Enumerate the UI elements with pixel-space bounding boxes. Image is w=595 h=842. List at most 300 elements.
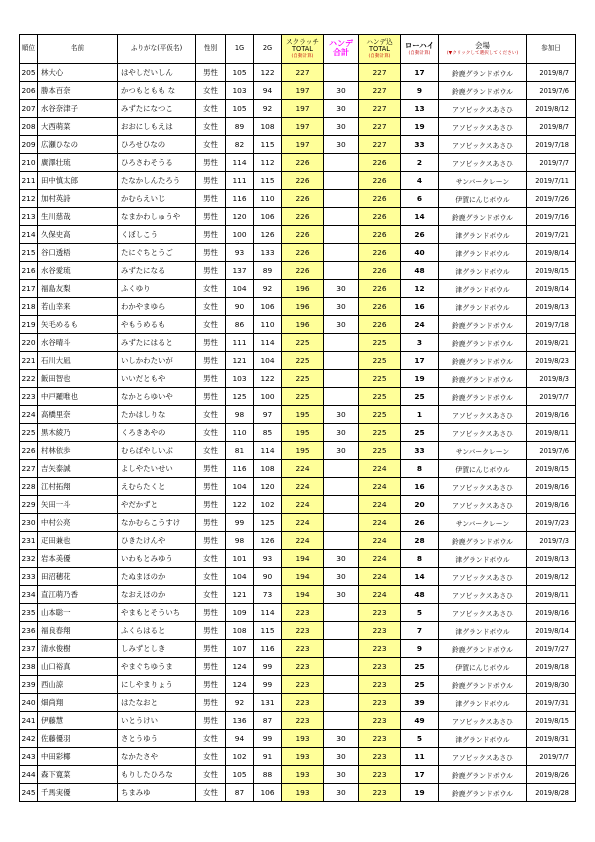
lowhigh-cell: 16 <box>401 478 439 496</box>
game1-score-cell: 116 <box>226 190 254 208</box>
handicap-total-cell: 223 <box>359 604 401 622</box>
rank-cell: 238 <box>20 658 38 676</box>
scratch-total-cell: 223 <box>282 604 324 622</box>
furigana-cell: わかやまゆら <box>118 298 196 316</box>
gender-cell: 男性 <box>196 388 226 406</box>
gender-cell: 女性 <box>196 82 226 100</box>
scratch-total-cell: 227 <box>282 64 324 82</box>
table-row <box>20 100 576 118</box>
date-cell: 2019/7/7 <box>527 154 576 172</box>
lowhigh-cell: 48 <box>401 586 439 604</box>
name-cell: 福良春翔 <box>38 622 118 640</box>
rank-cell: 227 <box>20 460 38 478</box>
venue-select-cell[interactable]: アソビックスあさひ <box>439 748 527 766</box>
name-cell: 大西萌菜 <box>38 118 118 136</box>
venue-select-cell[interactable]: アソビックスあさひ <box>439 586 527 604</box>
lowhigh-cell: 48 <box>401 262 439 280</box>
gender-cell: 男性 <box>196 622 226 640</box>
handicap-total-cell: 225 <box>359 442 401 460</box>
date-cell: 2019/8/16 <box>527 478 576 496</box>
rank-cell: 226 <box>20 442 38 460</box>
header-lowhigh <box>401 35 439 64</box>
handicap-cell: 30 <box>324 406 359 424</box>
rank-cell: 218 <box>20 298 38 316</box>
scratch-total-cell: 197 <box>282 100 324 118</box>
game2-score-cell: 126 <box>254 532 282 550</box>
handicap-total-cell: 226 <box>359 190 401 208</box>
handicap-total-cell: 223 <box>359 712 401 730</box>
table-row <box>20 766 576 784</box>
handicap-total-cell: 223 <box>359 694 401 712</box>
rank-cell: 236 <box>20 622 38 640</box>
scratch-total-cell: 224 <box>282 532 324 550</box>
rank-cell: 217 <box>20 280 38 298</box>
rank-cell: 209 <box>20 136 38 154</box>
game2-score-cell: 131 <box>254 694 282 712</box>
handicap-total-cell: 226 <box>359 244 401 262</box>
furigana-cell: くぼしこう <box>118 226 196 244</box>
name-cell: 久保史高 <box>38 226 118 244</box>
lowhigh-cell: 26 <box>401 514 439 532</box>
game1-score-cell: 111 <box>226 334 254 352</box>
name-cell: 江村拓翔 <box>38 478 118 496</box>
gender-cell: 男性 <box>196 226 226 244</box>
game1-score-cell: 136 <box>226 712 254 730</box>
header-game1: 1G <box>226 35 254 64</box>
date-cell: 2019/7/18 <box>527 136 576 154</box>
game2-score-cell: 114 <box>254 604 282 622</box>
venue-select-cell[interactable]: 鈴鹿グランドボウル <box>439 64 527 82</box>
venue-select-cell[interactable]: アソビックスあさひ <box>439 118 527 136</box>
venue-select-cell[interactable]: 伊賀にんじボウル <box>439 190 527 208</box>
scratch-total-cell: 193 <box>282 730 324 748</box>
furigana-cell: くろきあやの <box>118 424 196 442</box>
date-cell: 2019/8/30 <box>527 676 576 694</box>
handicap-total-cell: 226 <box>359 208 401 226</box>
gender-cell: 男性 <box>196 244 226 262</box>
results-sheet <box>19 34 575 802</box>
handicap-cell <box>324 352 359 370</box>
handicap-cell <box>324 712 359 730</box>
handicap-cell: 30 <box>324 568 359 586</box>
date-cell: 2019/8/3 <box>527 370 576 388</box>
handicap-cell <box>324 388 359 406</box>
name-cell: 水谷愛琉 <box>38 262 118 280</box>
handicap-total-cell: 223 <box>359 622 401 640</box>
game1-score-cell: 110 <box>226 424 254 442</box>
table-row <box>20 460 576 478</box>
table-row <box>20 334 576 352</box>
header-scratch-note: (自動計算) <box>291 53 314 59</box>
gender-cell: 男性 <box>196 172 226 190</box>
venue-select-cell[interactable]: 鈴鹿グランドボウル <box>439 352 527 370</box>
venue-select-cell[interactable]: アソビックスあさひ <box>439 568 527 586</box>
handicap-cell <box>324 190 359 208</box>
header-lowhigh-title: ローハイ <box>404 41 435 51</box>
name-cell: 直江萌乃香 <box>38 586 118 604</box>
venue-select-cell[interactable]: サンバークレーン <box>439 442 527 460</box>
game1-score-cell: 93 <box>226 244 254 262</box>
venue-select-cell[interactable]: 鈴鹿グランドボウル <box>439 82 527 100</box>
table-row <box>20 604 576 622</box>
lowhigh-cell: 1 <box>401 406 439 424</box>
furigana-cell: もりしたひろな <box>118 766 196 784</box>
header-furigana: ふりがな(平仮名) <box>118 35 196 64</box>
table-row <box>20 748 576 766</box>
game2-score-cell: 106 <box>254 298 282 316</box>
game1-score-cell: 100 <box>226 226 254 244</box>
handicap-total-cell: 224 <box>359 586 401 604</box>
rank-cell: 206 <box>20 82 38 100</box>
furigana-cell: はたなおと <box>118 694 196 712</box>
venue-select-cell[interactable]: アソビックスあさひ <box>439 424 527 442</box>
furigana-cell: しみずとしき <box>118 640 196 658</box>
venue-select-cell[interactable]: 鈴鹿グランドボウル <box>439 208 527 226</box>
rank-cell: 230 <box>20 514 38 532</box>
header-venue-title: 会場 <box>475 41 490 51</box>
venue-select-cell[interactable]: サンバークレーン <box>439 172 527 190</box>
date-cell: 2019/8/26 <box>527 766 576 784</box>
handicap-total-cell: 225 <box>359 388 401 406</box>
table-row <box>20 262 576 280</box>
gender-cell: 男性 <box>196 532 226 550</box>
date-cell: 2019/8/11 <box>527 424 576 442</box>
name-cell: 高橋里奈 <box>38 406 118 424</box>
gender-cell: 男性 <box>196 640 226 658</box>
lowhigh-cell: 19 <box>401 118 439 136</box>
venue-select-cell[interactable]: 鈴鹿グランドボウル <box>439 388 527 406</box>
rank-cell: 229 <box>20 496 38 514</box>
furigana-cell: にしやまりょう <box>118 676 196 694</box>
venue-select-cell[interactable]: 鈴鹿グランドボウル <box>439 640 527 658</box>
date-cell: 2019/8/15 <box>527 262 576 280</box>
game1-score-cell: 94 <box>226 730 254 748</box>
lowhigh-cell: 12 <box>401 280 439 298</box>
lowhigh-cell: 8 <box>401 550 439 568</box>
date-cell: 2019/8/14 <box>527 622 576 640</box>
furigana-cell: かむらえいじ <box>118 190 196 208</box>
furigana-cell: むらばやしいぶ <box>118 442 196 460</box>
date-cell: 2019/8/15 <box>527 460 576 478</box>
table-row <box>20 370 576 388</box>
scratch-total-cell: 225 <box>282 388 324 406</box>
game2-score-cell: 91 <box>254 748 282 766</box>
lowhigh-cell: 49 <box>401 712 439 730</box>
gender-cell: 男性 <box>196 370 226 388</box>
rank-cell: 208 <box>20 118 38 136</box>
lowhigh-cell: 14 <box>401 208 439 226</box>
handicap-total-cell: 223 <box>359 640 401 658</box>
scratch-total-cell: 223 <box>282 676 324 694</box>
date-cell: 2019/7/11 <box>527 172 576 190</box>
venue-select-cell[interactable]: アソビックスあさひ <box>439 136 527 154</box>
rank-cell: 207 <box>20 100 38 118</box>
venue-select-cell[interactable]: 津グランドボウル <box>439 226 527 244</box>
name-cell: 水谷奈津子 <box>38 100 118 118</box>
game1-score-cell: 124 <box>226 676 254 694</box>
game1-score-cell: 105 <box>226 766 254 784</box>
rank-cell: 219 <box>20 316 38 334</box>
lowhigh-cell: 25 <box>401 424 439 442</box>
header-handicap-line2: 合計 <box>333 48 349 57</box>
date-cell: 2019/8/23 <box>527 352 576 370</box>
handicap-cell <box>324 496 359 514</box>
gender-cell: 男性 <box>196 514 226 532</box>
game2-score-cell: 99 <box>254 676 282 694</box>
venue-select-cell[interactable]: 伊賀にんじボウル <box>439 658 527 676</box>
header-date: 参加日 <box>527 35 576 64</box>
game2-score-cell: 104 <box>254 352 282 370</box>
gender-cell: 女性 <box>196 784 226 802</box>
lowhigh-cell: 33 <box>401 442 439 460</box>
game1-score-cell: 99 <box>226 514 254 532</box>
game2-score-cell: 115 <box>254 172 282 190</box>
handicap-total-cell: 224 <box>359 478 401 496</box>
handicap-total-cell: 224 <box>359 460 401 478</box>
handicap-total-cell: 224 <box>359 568 401 586</box>
gender-cell: 女性 <box>196 100 226 118</box>
handicap-cell <box>324 64 359 82</box>
table-row <box>20 226 576 244</box>
venue-select-cell[interactable]: アソビックスあさひ <box>439 496 527 514</box>
date-cell: 2019/7/31 <box>527 694 576 712</box>
handicap-total-cell: 225 <box>359 424 401 442</box>
lowhigh-cell: 33 <box>401 136 439 154</box>
name-cell: 田沼穂花 <box>38 568 118 586</box>
venue-select-cell[interactable]: アソビックスあさひ <box>439 100 527 118</box>
gender-cell: 男性 <box>196 604 226 622</box>
game1-score-cell: 102 <box>226 748 254 766</box>
gender-cell: 男性 <box>196 334 226 352</box>
handicap-cell <box>324 226 359 244</box>
scratch-total-cell: 226 <box>282 172 324 190</box>
date-cell: 2019/7/27 <box>527 640 576 658</box>
date-cell: 2019/8/14 <box>527 244 576 262</box>
rank-cell: 243 <box>20 748 38 766</box>
game1-score-cell: 92 <box>226 694 254 712</box>
name-cell: 森下寛菜 <box>38 766 118 784</box>
handicap-cell <box>324 676 359 694</box>
game2-score-cell: 110 <box>254 316 282 334</box>
scratch-total-cell: 224 <box>282 478 324 496</box>
rank-cell: 242 <box>20 730 38 748</box>
scratch-total-cell: 196 <box>282 316 324 334</box>
table-row <box>20 298 576 316</box>
scratch-total-cell: 197 <box>282 82 324 100</box>
venue-select-cell[interactable]: アソビックスあさひ <box>439 478 527 496</box>
lowhigh-cell: 5 <box>401 604 439 622</box>
venue-select-cell[interactable]: 津グランドボウル <box>439 550 527 568</box>
furigana-cell: なおえほのか <box>118 586 196 604</box>
table-row <box>20 280 576 298</box>
gender-cell: 男性 <box>196 658 226 676</box>
handicap-cell: 30 <box>324 550 359 568</box>
scratch-total-cell: 226 <box>282 190 324 208</box>
name-cell: 吉矢泰誠 <box>38 460 118 478</box>
rank-cell: 233 <box>20 568 38 586</box>
table-row <box>20 64 576 82</box>
lowhigh-cell: 3 <box>401 334 439 352</box>
furigana-cell: なまかわしゅうや <box>118 208 196 226</box>
game2-score-cell: 133 <box>254 244 282 262</box>
venue-select-cell[interactable]: 鈴鹿グランドボウル <box>439 334 527 352</box>
lowhigh-cell: 17 <box>401 64 439 82</box>
name-cell: 黒木綾乃 <box>38 424 118 442</box>
name-cell: 佐藤優羽 <box>38 730 118 748</box>
rank-cell: 245 <box>20 784 38 802</box>
game1-score-cell: 121 <box>226 586 254 604</box>
game1-score-cell: 98 <box>226 532 254 550</box>
game1-score-cell: 105 <box>226 64 254 82</box>
furigana-cell: たぬまほのか <box>118 568 196 586</box>
results-table <box>19 34 576 802</box>
venue-select-cell[interactable]: 鈴鹿グランドボウル <box>439 532 527 550</box>
venue-select-cell[interactable]: 津グランドボウル <box>439 244 527 262</box>
venue-select-cell[interactable]: 鈴鹿グランドボウル <box>439 784 527 802</box>
venue-select-cell[interactable]: 津グランドボウル <box>439 298 527 316</box>
venue-select-cell[interactable]: 鈴鹿グランドボウル <box>439 676 527 694</box>
furigana-cell: なかとらゆいや <box>118 388 196 406</box>
rank-cell: 220 <box>20 334 38 352</box>
venue-select-cell[interactable]: 鈴鹿グランドボウル <box>439 766 527 784</box>
date-cell: 2019/7/3 <box>527 532 576 550</box>
game2-score-cell: 114 <box>254 442 282 460</box>
game1-score-cell: 105 <box>226 100 254 118</box>
date-cell: 2019/7/23 <box>527 514 576 532</box>
game1-score-cell: 108 <box>226 622 254 640</box>
handicap-cell: 30 <box>324 586 359 604</box>
gender-cell: 男性 <box>196 64 226 82</box>
game1-score-cell: 121 <box>226 352 254 370</box>
table-row <box>20 730 576 748</box>
gender-cell: 男性 <box>196 712 226 730</box>
game1-score-cell: 101 <box>226 550 254 568</box>
gender-cell: 男性 <box>196 460 226 478</box>
game1-score-cell: 90 <box>226 298 254 316</box>
game2-score-cell: 122 <box>254 64 282 82</box>
handicap-cell: 30 <box>324 298 359 316</box>
name-cell: 千馬実優 <box>38 784 118 802</box>
rank-cell: 234 <box>20 586 38 604</box>
gender-cell: 男性 <box>196 262 226 280</box>
header-name: 名前 <box>38 35 118 64</box>
handicap-cell <box>324 370 359 388</box>
game1-score-cell: 104 <box>226 478 254 496</box>
name-cell: 廣澤壮琉 <box>38 154 118 172</box>
header-handicap-included-total <box>359 35 401 64</box>
date-cell: 2019/8/21 <box>527 334 576 352</box>
rank-cell: 231 <box>20 532 38 550</box>
table-row <box>20 586 576 604</box>
scratch-total-cell: 226 <box>282 208 324 226</box>
scratch-total-cell: 224 <box>282 460 324 478</box>
handicap-cell: 30 <box>324 730 359 748</box>
handicap-cell <box>324 244 359 262</box>
rank-cell: 241 <box>20 712 38 730</box>
venue-select-cell[interactable]: 鈴鹿グランドボウル <box>439 370 527 388</box>
venue-select-cell[interactable]: サンバークレーン <box>439 514 527 532</box>
game2-score-cell: 115 <box>254 136 282 154</box>
venue-select-cell[interactable]: 津グランドボウル <box>439 730 527 748</box>
rank-cell: 216 <box>20 262 38 280</box>
gender-cell: 女性 <box>196 748 226 766</box>
table-row <box>20 784 576 802</box>
date-cell: 2019/8/11 <box>527 586 576 604</box>
header-lowhigh-note: (自動計算) <box>408 50 431 56</box>
lowhigh-cell: 19 <box>401 784 439 802</box>
venue-select-cell[interactable]: 津グランドボウル <box>439 280 527 298</box>
gender-cell: 女性 <box>196 406 226 424</box>
name-cell: 田中慎太郎 <box>38 172 118 190</box>
venue-select-cell[interactable]: 鈴鹿グランドボウル <box>439 316 527 334</box>
scratch-total-cell: 223 <box>282 712 324 730</box>
handicap-total-cell: 225 <box>359 334 401 352</box>
rank-cell: 211 <box>20 172 38 190</box>
handicap-total-cell: 223 <box>359 784 401 802</box>
scratch-total-cell: 224 <box>282 514 324 532</box>
gender-cell: 男性 <box>196 676 226 694</box>
name-cell: 中戸羅唯也 <box>38 388 118 406</box>
scratch-total-cell: 226 <box>282 244 324 262</box>
furigana-cell: やもうめるも <box>118 316 196 334</box>
date-cell: 2019/7/6 <box>527 82 576 100</box>
venue-select-cell[interactable]: 津グランドボウル <box>439 694 527 712</box>
scratch-total-cell: 223 <box>282 658 324 676</box>
header-handicap-total <box>324 35 359 64</box>
name-cell: 生川慈哉 <box>38 208 118 226</box>
game2-score-cell: 120 <box>254 478 282 496</box>
table-row <box>20 244 576 262</box>
gender-cell: 男性 <box>196 496 226 514</box>
scratch-total-cell: 193 <box>282 748 324 766</box>
name-cell: 勝本百奈 <box>38 82 118 100</box>
furigana-cell: いいだともや <box>118 370 196 388</box>
handicap-cell: 30 <box>324 118 359 136</box>
game2-score-cell: 89 <box>254 262 282 280</box>
table-row <box>20 190 576 208</box>
game1-score-cell: 109 <box>226 604 254 622</box>
venue-select-cell[interactable]: アソビックスあさひ <box>439 154 527 172</box>
venue-select-cell[interactable]: アソビックスあさひ <box>439 712 527 730</box>
rank-cell: 215 <box>20 244 38 262</box>
handicap-cell <box>324 604 359 622</box>
venue-select-cell[interactable]: 伊賀にんじボウル <box>439 460 527 478</box>
table-row <box>20 622 576 640</box>
date-cell: 2019/7/18 <box>527 316 576 334</box>
date-cell: 2019/8/16 <box>527 604 576 622</box>
game1-score-cell: 137 <box>226 262 254 280</box>
scratch-total-cell: 225 <box>282 334 324 352</box>
venue-select-cell[interactable]: アソビックスあさひ <box>439 604 527 622</box>
rank-cell: 212 <box>20 190 38 208</box>
name-cell: 山本聡一 <box>38 604 118 622</box>
handicap-cell <box>324 460 359 478</box>
furigana-cell: ひろさわそうる <box>118 154 196 172</box>
venue-select-cell[interactable]: 津グランドボウル <box>439 262 527 280</box>
furigana-cell: ふくらはると <box>118 622 196 640</box>
header-hdtotal-note: (自動計算) <box>368 53 391 59</box>
game2-score-cell: 88 <box>254 766 282 784</box>
name-cell: 清水俊樹 <box>38 640 118 658</box>
handicap-total-cell: 223 <box>359 658 401 676</box>
venue-select-cell[interactable]: 津グランドボウル <box>439 622 527 640</box>
handicap-total-cell: 226 <box>359 262 401 280</box>
game1-score-cell: 104 <box>226 280 254 298</box>
venue-select-cell[interactable]: アソビックスあさひ <box>439 406 527 424</box>
date-cell: 2019/8/7 <box>527 64 576 82</box>
rank-cell: 225 <box>20 424 38 442</box>
lowhigh-cell: 14 <box>401 568 439 586</box>
